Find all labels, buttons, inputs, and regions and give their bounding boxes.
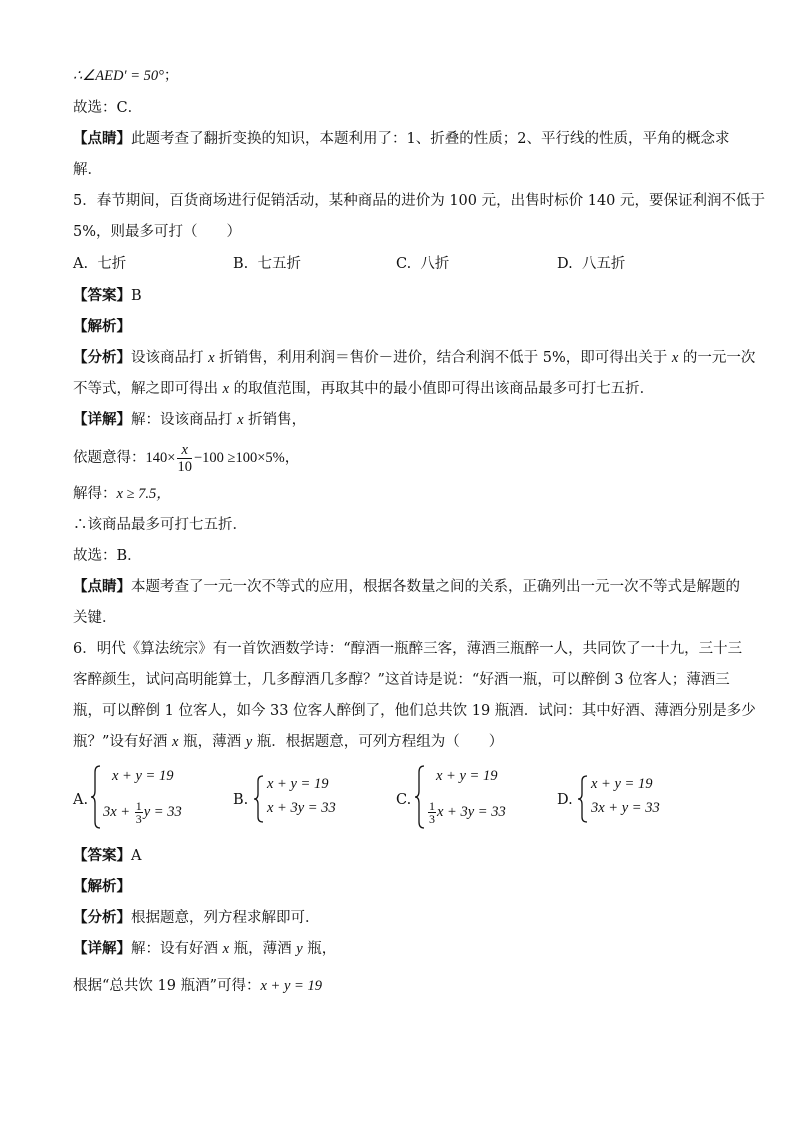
text: 瓶，: [302, 941, 337, 957]
equation-2: [427, 798, 506, 826]
q5-option-b: [233, 254, 301, 274]
option-letter: A.: [73, 256, 89, 272]
q6-option-c-system: [414, 764, 524, 830]
fraction-denominator: 3: [135, 812, 142, 827]
q6-answer-line: [73, 846, 141, 866]
answer-tag: 【答案】: [73, 287, 131, 304]
var-x: x: [237, 412, 244, 428]
equation-1: x + y = 19: [112, 768, 174, 784]
fenxi-tag: 【分析】: [73, 909, 131, 926]
option-letter: D.: [557, 256, 573, 272]
q6-equation-line: [73, 976, 322, 996]
text: 的取值范围，再取其中的最小值即可得出该商品最多可打七五折．: [229, 381, 655, 397]
text: 设该商品打: [131, 350, 209, 366]
text: 解得：: [73, 486, 117, 502]
q6-option-c-letter: C.: [396, 792, 412, 808]
angle-equation: ∴∠AED′ = 50°: [73, 68, 164, 84]
inequality-part: −100 ≥100×5%，: [193, 450, 300, 466]
option-text: 七折: [97, 256, 127, 272]
q5-fenxi-line-2: [73, 379, 654, 399]
fraction-numerator: 1: [429, 799, 435, 814]
q4-dianjing-line-2: 解．: [73, 162, 102, 178]
q5-choose-line: 故选：B．: [73, 548, 142, 564]
text: 的一元一次: [678, 350, 756, 366]
q5-option-c: [396, 254, 449, 274]
q6-option-b-system: [253, 774, 353, 824]
q6-option-a-letter: A.: [73, 792, 89, 808]
text: 解：设有好酒: [131, 941, 223, 957]
dianjing-tag: 【点睛】: [73, 578, 131, 595]
var-x: x: [172, 734, 179, 750]
text: 折销售，利用利润＝售价－进价，结合利润不低于 5%，即可得出关于: [214, 350, 672, 366]
brace-icon: [90, 764, 102, 830]
detail-tag: 【详解】: [73, 411, 131, 428]
q5-conclusion-line: ∴该商品最多可打七五折．: [73, 517, 247, 533]
dianjing-text: 此题考查了翻折变换的知识，本题利用了：1、折叠的性质；2、平行线的性质，平角的概念求: [131, 131, 730, 147]
text: 依题意得：: [73, 450, 146, 466]
equation-1: x + y = 19: [591, 776, 653, 792]
fraction: [135, 800, 143, 825]
q5-stem-line-1: 5．春节期间，百货商场进行促销活动，某种商品的进价为 100 元，出售时标价 140 元，要保证利润不低于: [73, 193, 766, 209]
text: 解：设该商品打: [131, 412, 238, 428]
equation: x + y = 19: [260, 978, 322, 994]
var-y: y: [245, 734, 253, 750]
q5-option-a: [73, 254, 126, 274]
q5-fenxi-line-1: [73, 348, 755, 368]
option-text: 七五折: [257, 256, 301, 272]
text: 瓶，薄酒: [178, 734, 246, 750]
equation-2: 3x + y = 33: [591, 800, 660, 816]
fraction-numerator: 1: [135, 799, 142, 814]
equation-1: x + y = 19: [267, 776, 329, 792]
q6-stem-line-1: 6．明代《算法统宗》有一首饮酒数学诗：“醇酒一瓶醉三客，薄酒三瓶醉一人，共同饮了一十九，三十三: [73, 641, 743, 657]
option-text: 八五折: [581, 256, 626, 272]
q6-detail-line: [73, 939, 336, 959]
q5-inequality-line: [73, 440, 299, 476]
equation-2: x + 3y = 33: [267, 800, 336, 816]
equation-part: x + 3y = 33: [437, 804, 506, 820]
detail-tag: 【详解】: [73, 940, 131, 957]
answer-tag: 【答案】: [73, 847, 131, 864]
option-letter: C.: [396, 256, 412, 272]
text: 瓶，薄酒: [229, 941, 297, 957]
option-text: 八折: [420, 256, 450, 272]
text: 瓶？”设有好酒: [73, 734, 173, 750]
var-x: x: [208, 350, 215, 366]
fraction-denominator: 10: [177, 458, 192, 475]
text: 不等式，解之即可得出: [73, 381, 223, 397]
text: 根据“总共饮 19 瓶酒”可得：: [73, 978, 261, 994]
dianjing-tag: 【点睛】: [73, 130, 131, 147]
fraction: [428, 800, 436, 825]
angle-conclusion-line: [73, 66, 178, 86]
var-x: x: [222, 381, 230, 397]
q4-dianjing-line: [73, 129, 729, 149]
equation-1: x + y = 19: [436, 768, 498, 784]
equation-part: y = 33: [143, 804, 182, 820]
brace-icon: [253, 774, 265, 824]
text: 本题考查了一元一次不等式的应用，根据各数量之间的关系，正确列出一元一次不等式是解题的: [131, 579, 740, 595]
var-x: x: [671, 350, 679, 366]
q6-analysis-tag: 【解析】: [73, 878, 131, 895]
q6-option-b-letter: B.: [233, 792, 249, 808]
option-letter: B.: [233, 256, 249, 272]
solution: x ≥ 7.5，: [116, 486, 171, 502]
answer-value: A: [131, 848, 142, 864]
q5-analysis-tag: 【解析】: [73, 318, 131, 335]
q5-detail-line: [73, 410, 306, 430]
fraction-numerator: x: [177, 442, 192, 459]
q5-dianjing-line-2: 关键．: [73, 610, 117, 626]
fraction: [177, 442, 192, 475]
equation-part: 3x +: [103, 804, 134, 820]
answer-value: B: [131, 288, 142, 304]
punct: ；: [163, 68, 179, 84]
q6-stem-line-4: [73, 732, 503, 752]
q5-solution-line: [73, 484, 171, 504]
q5-dianjing-line-1: [73, 577, 740, 597]
q6-option-a-system: [90, 764, 200, 830]
inequality-part: 140×: [145, 450, 176, 466]
var-y: y: [296, 941, 303, 957]
var-x: x: [222, 941, 230, 957]
q5-option-d: [557, 254, 625, 274]
q6-option-d-system: [577, 774, 677, 824]
q5-answer-line: [73, 286, 142, 306]
fraction-denominator: 3: [429, 812, 435, 827]
q6-fenxi-line: [73, 908, 320, 928]
q6-option-d-letter: D.: [557, 792, 573, 808]
text: 根据题意，列方程求解即可．: [131, 910, 320, 926]
equation-2: [103, 798, 182, 826]
brace-icon: [414, 764, 426, 830]
q6-stem-line-2: 客醉颜生，试问高明能算士，几多醇酒几多醇？”这首诗是说：“好酒一瓶，可以醉倒 3 位客人；薄酒三: [73, 672, 730, 688]
text: 瓶．根据题意，可列方程组为（ ）: [252, 734, 504, 750]
text: 折销售，: [243, 412, 307, 428]
brace-icon: [577, 774, 589, 824]
fenxi-tag: 【分析】: [73, 349, 131, 366]
q4-choose-line: 故选：C．: [73, 100, 143, 116]
q6-stem-line-3: 瓶，可以醉倒 1 位客人，如今 33 位客人醉倒了，他们总共饮 19 瓶酒．试问：其中好酒、薄酒分别是多少: [73, 703, 756, 719]
q5-stem-line-2: 5%，则最多可打（ ）: [73, 224, 242, 240]
